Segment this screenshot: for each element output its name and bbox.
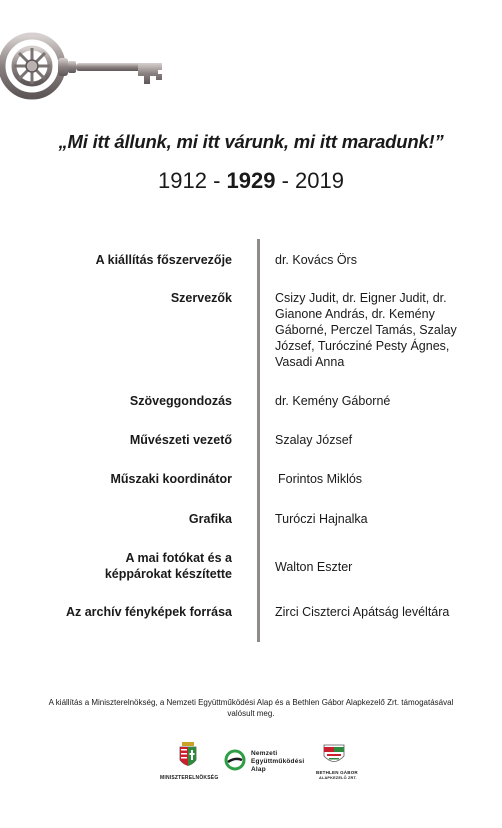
bga-shield-icon bbox=[322, 743, 346, 767]
year-start: 1912 bbox=[158, 168, 207, 193]
coat-of-arms-icon bbox=[160, 740, 216, 774]
nea-label-1: Nemzeti bbox=[251, 750, 278, 757]
credit-role: Szervezők bbox=[170, 291, 232, 305]
credit-name: dr. Kovács Örs bbox=[275, 253, 357, 267]
exhibition-motto: „Mi itt állunk, mi itt várunk, mi itt maradunk!” bbox=[58, 131, 444, 152]
bga-logo bbox=[314, 743, 358, 783]
sponsor-note: A kiállítás a Miniszterelnökség, a Nemzeti Együttműködési Alap és a Bethlen Gábor Alapkezelő Zrt. támogatásával valósult meg. bbox=[48, 698, 454, 718]
bga-label-1: BETHLEN GÁBOR bbox=[316, 770, 358, 775]
nea-logo bbox=[224, 749, 305, 779]
credits-divider bbox=[257, 239, 260, 642]
credit-name: dr. Kemény Gáborné bbox=[275, 394, 391, 408]
credit-name: Csizy Judit, dr. Eigner Judit, dr. Gianone András, dr. Kemény Gáborné, Perczel Tamás, Szalay József, Turócziné Pesty Ágnes, Vasadi Anna bbox=[275, 291, 457, 369]
year-end: 2019 bbox=[295, 168, 344, 193]
ministry-logo bbox=[160, 740, 219, 784]
credit-role: A mai fotókat és a képpárokat készítette bbox=[104, 551, 232, 581]
credit-name: Zirci Ciszterci Apátság levéltára bbox=[275, 605, 450, 619]
years-line bbox=[0, 168, 502, 194]
nea-ring-icon bbox=[224, 749, 246, 771]
year-separator: - bbox=[275, 168, 296, 193]
credit-name: Szalay József bbox=[275, 433, 353, 447]
sponsor-logos bbox=[0, 740, 502, 790]
credit-role: Az archív fényképek forrása bbox=[65, 605, 232, 619]
antique-key-image bbox=[0, 18, 175, 108]
year-separator: - bbox=[206, 168, 227, 193]
year-highlight: 1929 bbox=[226, 168, 276, 193]
credit-role: Művészeti vezető bbox=[129, 433, 232, 447]
credit-role: Műszaki koordinátor bbox=[110, 472, 232, 486]
credit-name: Forintos Miklós bbox=[278, 472, 363, 486]
credit-role: Szöveggondozás bbox=[129, 394, 232, 408]
nea-label-2: Együttműködési bbox=[251, 758, 305, 765]
ministry-label: MINISZTERELNÖKSÉG bbox=[160, 775, 219, 781]
credit-role: A kiállítás főszervezője bbox=[95, 253, 232, 267]
credit-role: Grafika bbox=[188, 512, 232, 526]
bga-label-2: ALAPKEZELŐ ZRT. bbox=[319, 776, 357, 780]
credit-name: Turóczi Hajnalka bbox=[275, 512, 368, 526]
nea-label-3: Alap bbox=[251, 766, 266, 773]
credit-name: Walton Eszter bbox=[275, 560, 353, 574]
